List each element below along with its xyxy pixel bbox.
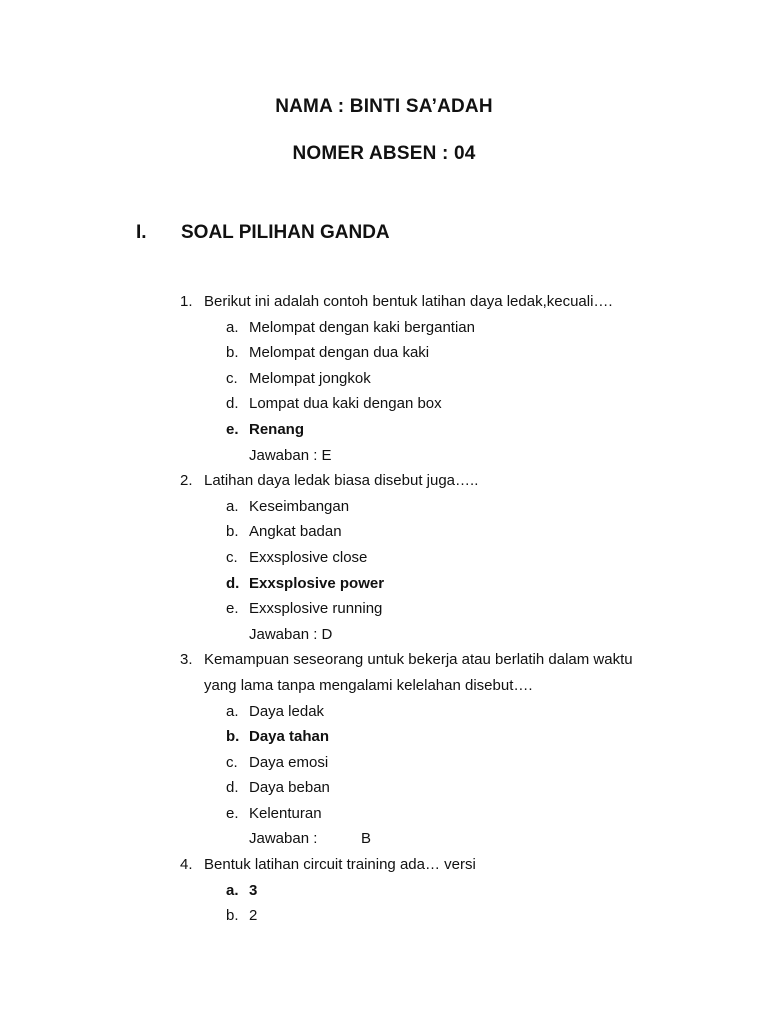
answer-text: Jawaban : bbox=[249, 830, 318, 848]
question-2-option-a bbox=[0, 494, 768, 520]
option-text: Lompat dua kaki dengan box bbox=[249, 395, 442, 413]
question-3-answer bbox=[0, 826, 768, 852]
option-text: Daya emosi bbox=[249, 753, 329, 771]
question-4-option-a bbox=[0, 878, 768, 904]
question-text-continued: yang lama tanpa mengalami kelelahan disebut…. bbox=[204, 676, 533, 694]
option-text: Angkat badan bbox=[249, 523, 342, 541]
section-number: I. bbox=[136, 222, 147, 243]
question-3-option-d bbox=[0, 775, 768, 801]
option-letter: e. bbox=[226, 600, 239, 618]
question-3 bbox=[0, 647, 768, 673]
question-2-answer bbox=[0, 622, 768, 648]
option-letter: b. bbox=[226, 523, 239, 541]
option-text: Kelenturan bbox=[249, 804, 322, 822]
option-text: Daya tahan bbox=[249, 728, 330, 746]
option-letter: d. bbox=[226, 395, 239, 413]
question-3-option-b bbox=[0, 724, 768, 750]
answer-text: Jawaban : D bbox=[249, 625, 333, 643]
question-text: Kemampuan seseorang untuk bekerja atau berlatih dalam waktu bbox=[204, 651, 633, 669]
option-letter: a. bbox=[226, 881, 239, 899]
option-text: Melompat jongkok bbox=[249, 369, 371, 387]
option-text: Melompat dengan dua kaki bbox=[249, 344, 430, 362]
question-2-option-d bbox=[0, 571, 768, 597]
question-list bbox=[0, 289, 768, 929]
option-text: 2 bbox=[249, 907, 258, 925]
question-number: 3. bbox=[180, 651, 193, 669]
option-text: Exxsplosive power bbox=[249, 574, 385, 592]
question-text: Berikut ini adalah contoh bentuk latihan daya ledak,kecuali…. bbox=[204, 293, 613, 310]
option-letter: d. bbox=[226, 574, 240, 592]
option-text: Keseimbangan bbox=[249, 497, 350, 515]
option-text: 3 bbox=[249, 881, 258, 899]
question-1-option-e bbox=[0, 417, 768, 443]
question-text: Bentuk latihan circuit training ada… versi bbox=[204, 856, 476, 874]
question-3-option-a bbox=[0, 699, 768, 725]
answer-value: B bbox=[361, 830, 372, 848]
question-1-option-b bbox=[0, 340, 768, 366]
question-3-option-c bbox=[0, 750, 768, 776]
option-letter: b. bbox=[226, 907, 239, 925]
question-2-option-c bbox=[0, 545, 768, 571]
question-number: 4. bbox=[180, 856, 193, 874]
answer-text: Jawaban : E bbox=[249, 446, 332, 464]
attendance-number-heading: NOMER ABSEN : 04 bbox=[292, 143, 476, 164]
option-letter: a. bbox=[226, 702, 239, 720]
question-number: 2. bbox=[180, 472, 193, 490]
option-letter: a. bbox=[226, 318, 239, 336]
question-1-answer bbox=[0, 443, 768, 469]
option-letter: b. bbox=[226, 728, 240, 746]
option-text: Daya beban bbox=[249, 779, 330, 797]
question-2 bbox=[0, 468, 768, 494]
question-3-option-e bbox=[0, 801, 768, 827]
question-text: Latihan daya ledak biasa disebut juga….. bbox=[204, 472, 479, 490]
question-1-option-a bbox=[0, 315, 768, 341]
option-text: Melompat dengan kaki bergantian bbox=[249, 318, 475, 336]
student-name-heading: NAMA : BINTI SA’ADAH bbox=[275, 96, 493, 117]
option-letter: c. bbox=[226, 753, 238, 771]
question-number: 1. bbox=[180, 293, 193, 310]
question-1 bbox=[0, 289, 768, 315]
question-2-option-e bbox=[0, 596, 768, 622]
option-letter: e. bbox=[226, 804, 239, 822]
question-1-option-c bbox=[0, 366, 768, 392]
option-text: Renang bbox=[249, 420, 305, 438]
section-title: SOAL PILIHAN GANDA bbox=[181, 222, 390, 243]
option-text: Exxsplosive running bbox=[249, 600, 383, 618]
option-letter: b. bbox=[226, 344, 239, 362]
option-text: Daya ledak bbox=[249, 702, 325, 720]
option-letter: d. bbox=[226, 779, 239, 797]
question-1-option-d bbox=[0, 391, 768, 417]
question-4-option-b bbox=[0, 903, 768, 929]
option-letter: c. bbox=[226, 369, 238, 387]
question-2-option-b bbox=[0, 519, 768, 545]
question-3-continued bbox=[0, 673, 768, 699]
question-4 bbox=[0, 852, 768, 878]
option-letter: e. bbox=[226, 420, 239, 438]
option-letter: c. bbox=[226, 548, 238, 566]
option-letter: a. bbox=[226, 497, 239, 515]
option-text: Exxsplosive close bbox=[249, 548, 368, 566]
